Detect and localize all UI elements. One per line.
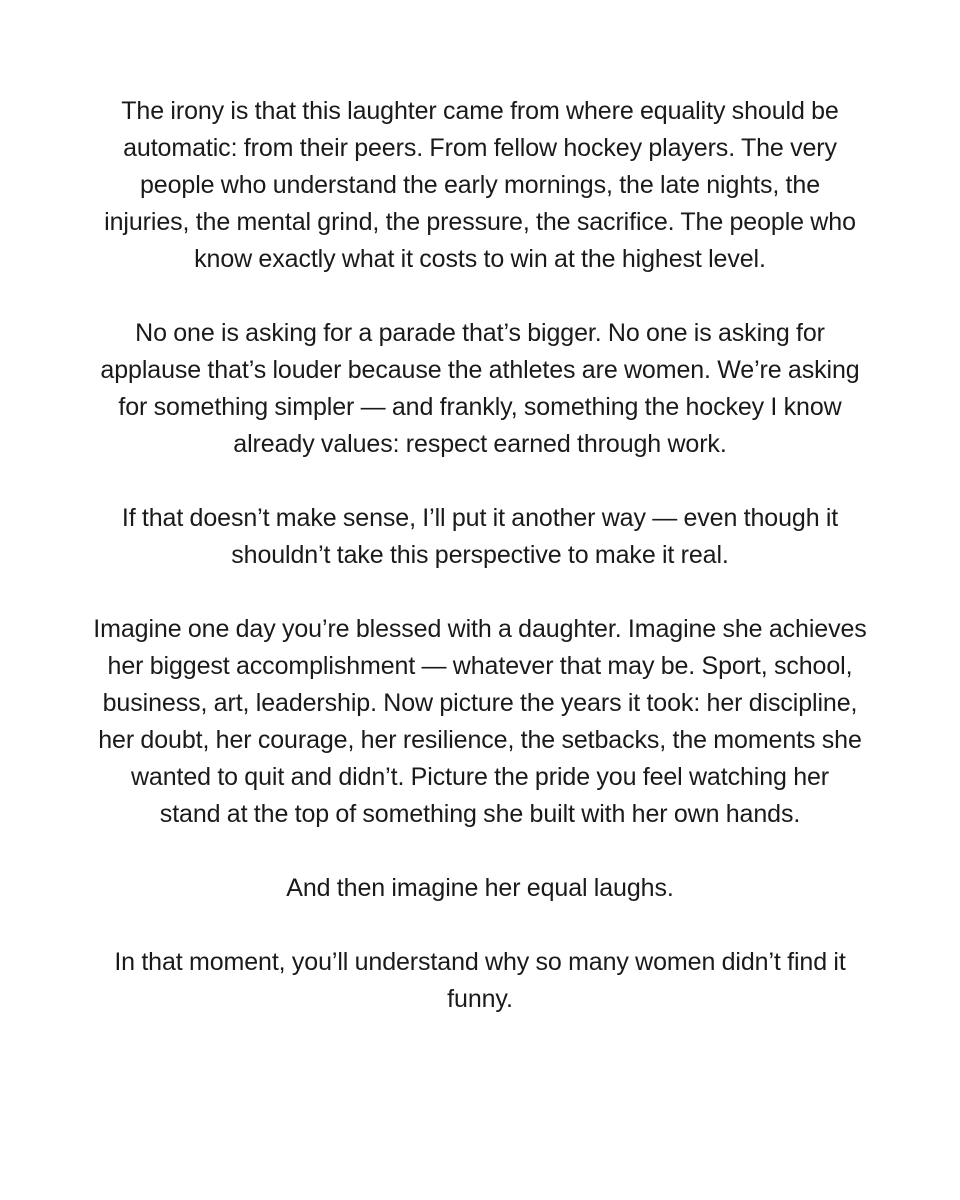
text-line: business, art, leadership. Now picture the years it took: her discipline,: [102, 689, 858, 717]
text-line: If that doesn’t make sense, I’ll put it another way — even though it: [121, 504, 839, 532]
text-line: shouldn’t take this perspective to make it real.: [231, 541, 729, 569]
text-line: Imagine one day you’re blessed with a daughter. Imagine she achieves: [93, 615, 867, 643]
paragraph-respect: [0, 315, 960, 463]
text-line: applause that’s louder because the athletes are women. We’re asking: [100, 356, 860, 384]
text-line: stand at the top of something she built with her own hands.: [159, 800, 801, 828]
paragraph-closing: [0, 944, 960, 1018]
paragraph-daughter: [0, 611, 960, 833]
paragraph-irony: [0, 93, 960, 278]
text-line: her doubt, her courage, her resilience, the setbacks, the moments she: [98, 726, 862, 754]
text-line: people who understand the early mornings, the late nights, the: [139, 171, 821, 199]
text-line: already values: respect earned through work.: [233, 430, 727, 458]
text-line: her biggest accomplishment — whatever that may be. Sport, school,: [107, 652, 853, 680]
text-line: know exactly what it costs to win at the highest level.: [194, 245, 766, 273]
paragraph-another-way: [0, 500, 960, 574]
text-line: automatic: from their peers. From fellow hockey players. The very: [123, 134, 837, 162]
paragraph-equal-laughs: [0, 870, 960, 907]
text-line: injuries, the mental grind, the pressure, the sacrifice. The people who: [104, 208, 856, 236]
text-line: funny.: [447, 985, 513, 1013]
text-line: No one is asking for a parade that’s bigger. No one is asking for: [135, 319, 825, 347]
text-line: wanted to quit and didn’t. Picture the pride you feel watching her: [130, 763, 830, 791]
text-line: The irony is that this laughter came from where equality should be: [121, 97, 839, 125]
text-line: In that moment, you’ll understand why so many women didn’t find it: [114, 948, 846, 976]
text-line: for something simpler — and frankly, something the hockey I know: [118, 393, 842, 421]
text-line: And then imagine her equal laughs.: [286, 874, 674, 902]
